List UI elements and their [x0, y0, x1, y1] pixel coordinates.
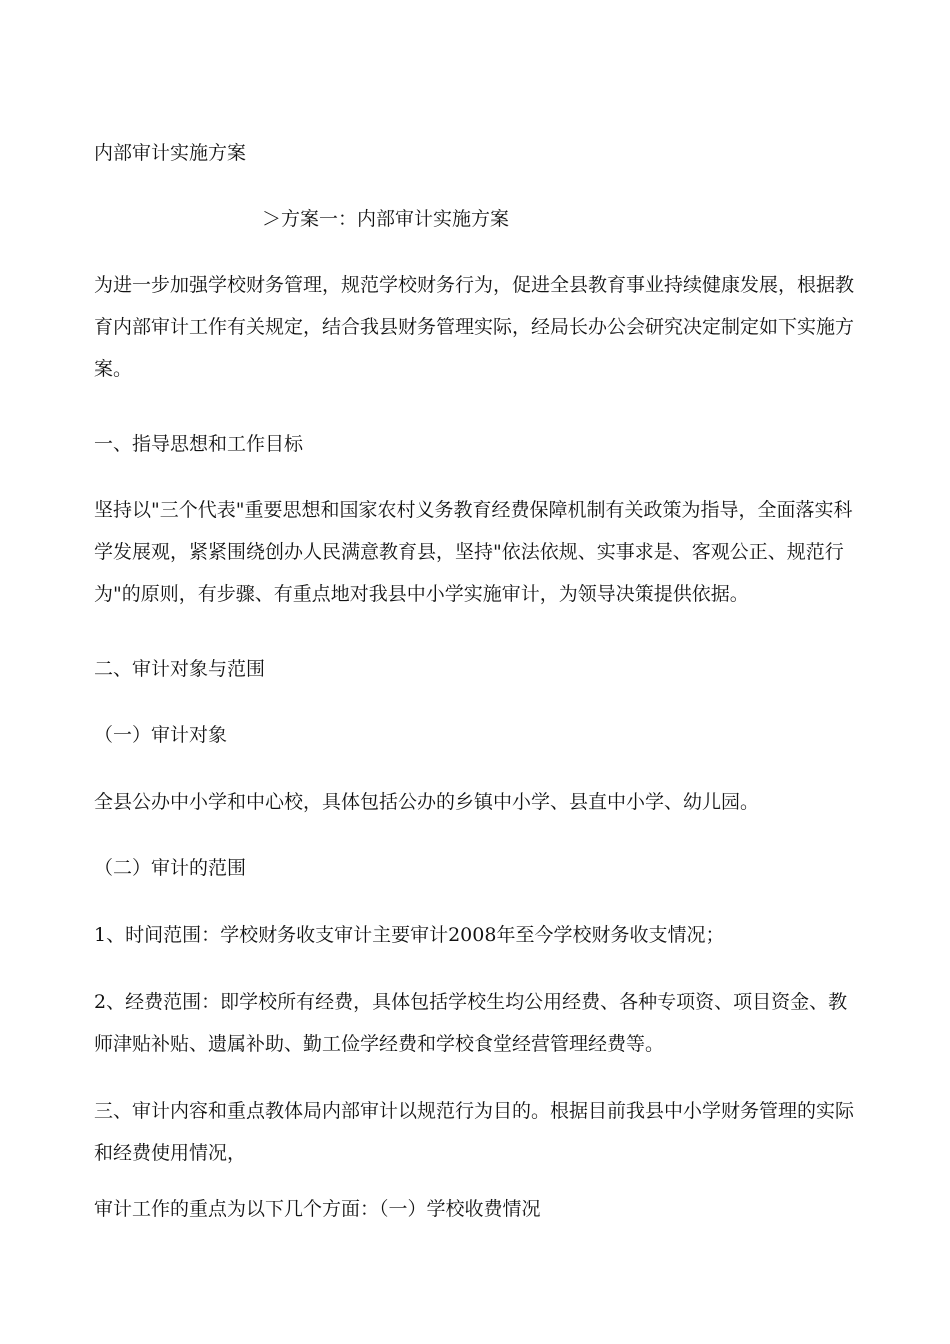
section-heading-1: 一、指导思想和工作目标: [94, 433, 304, 455]
subsection-heading-1: （一）审计对象: [94, 724, 228, 746]
intro-paragraph: [94, 264, 864, 390]
scope-item-funds: [94, 981, 864, 1065]
intro-line: 育内部审计工作有关规定，结合我县财务管理实际，经局长办公会研究决定制定如下实施方: [94, 316, 855, 338]
intro-line: 为进一步加强学校财务管理，规范学校财务行为，促进全县教育事业持续健康发展，根据教: [94, 274, 855, 296]
section3-paragraph: [94, 1090, 864, 1174]
section-heading-2: 二、审计对象与范围: [94, 658, 266, 680]
scope-item-time: 1、时间范围：学校财务收支审计主要审计2008年至今学校财务收支情况；: [94, 924, 725, 946]
subsection1-text: 全县公办中小学和中心校，具体包括公办的乡镇中小学、县直中小学、幼儿园。: [94, 791, 760, 813]
subsection-heading-2: （二）审计的范围: [94, 857, 247, 879]
document-subtitle: ＞方案一：内部审计实施方案: [262, 208, 510, 230]
section1-paragraph: [94, 489, 864, 615]
intro-line: 案。: [94, 358, 133, 380]
scope-funds-line: 2、经费范围：即学校所有经费，具体包括学校生均公用经费、各种专项资、项目资金、教: [94, 991, 848, 1013]
section3-line: 三、审计内容和重点教体局内部审计以规范行为目的。根据目前我县中小学财务管理的实际: [94, 1100, 855, 1122]
scope-funds-line: 师津贴补贴、遗属补助、勤工俭学经费和学校食堂经营管理经费等。: [94, 1033, 665, 1055]
section1-line: 学发展观，紧紧围绕创办人民满意教育县，坚持"依法依规、实事求是、客观公正、规范行: [94, 541, 844, 563]
section3-followup: 审计工作的重点为以下几个方面：（一）学校收费情况: [94, 1198, 541, 1220]
document-title: 内部审计实施方案: [94, 142, 247, 164]
section1-line: 坚持以"三个代表"重要思想和国家农村义务教育经费保障机制有关政策为指导，全面落实科: [94, 499, 853, 521]
section3-line: 和经费使用情况，: [94, 1142, 247, 1164]
section1-line: 为"的原则，有步骤、有重点地对我县中小学实施审计，为领导决策提供依据。: [94, 583, 749, 605]
